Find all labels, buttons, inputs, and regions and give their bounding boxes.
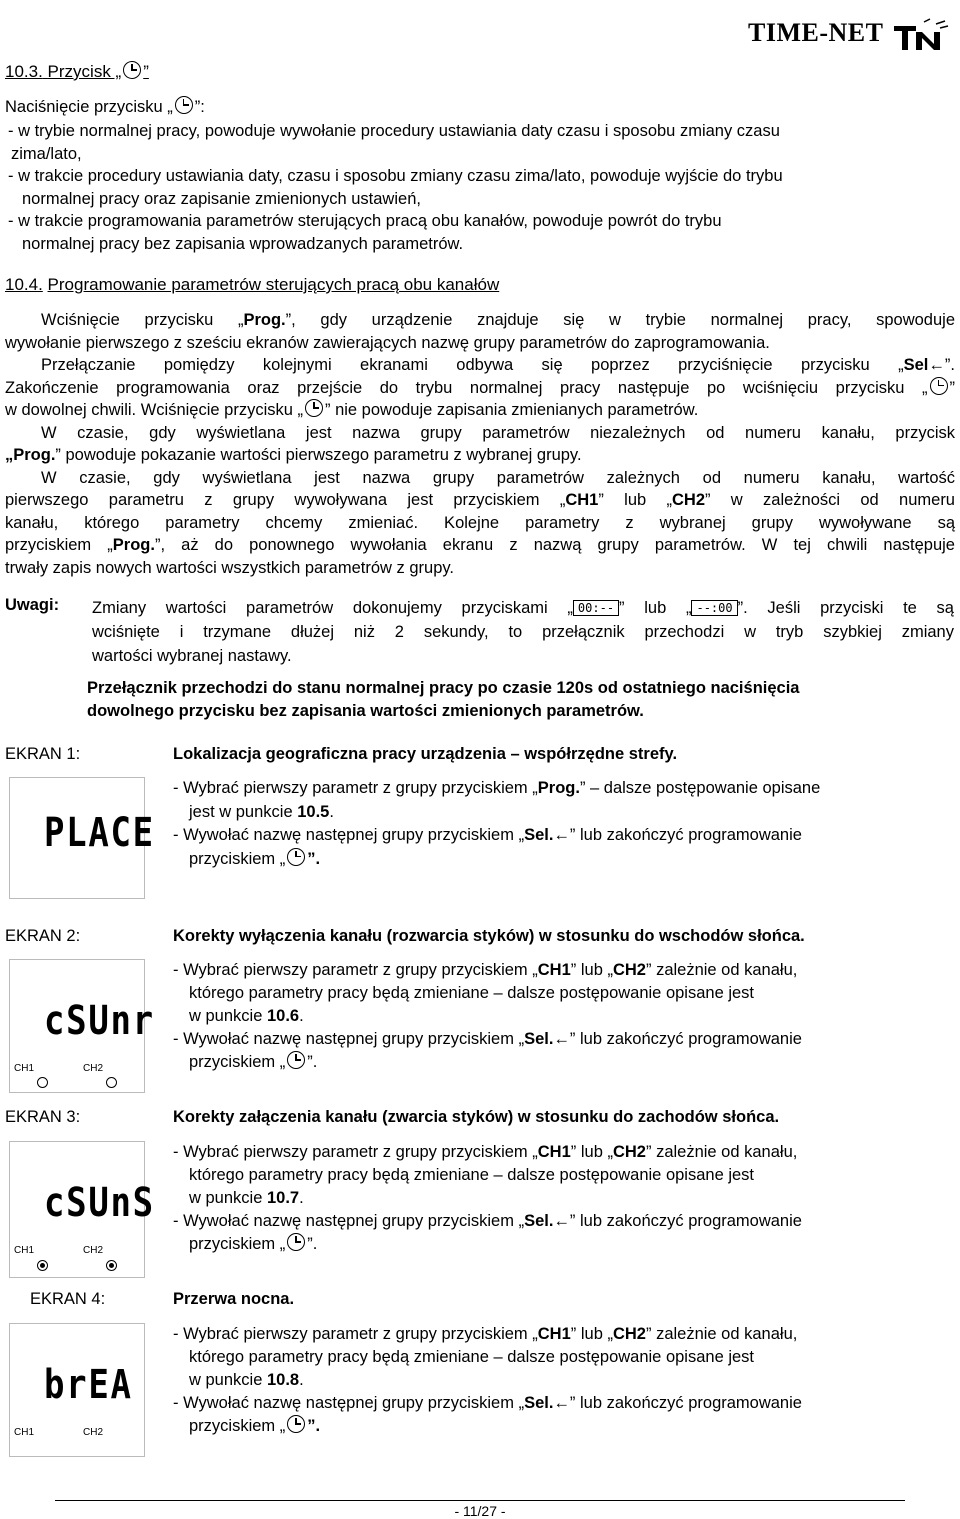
clock-icon xyxy=(287,1051,305,1069)
paragraph: kanału, którego parametry chcemy zmieniać. Kolejne parametry z wybranej grupy wywoływane są xyxy=(5,513,955,532)
paragraph: W czasie, gdy wyświetlana jest nazwa grupy parametrów niezależnych od numeru kanału, przycisk xyxy=(41,423,955,442)
lcd-screen-3 xyxy=(9,1141,155,1278)
paragraph: wywołanie pierwszego z sześciu ekranów zawierających nazwę grupy parametrów do zaprogramowania. xyxy=(5,333,770,352)
section-10-4-body xyxy=(5,309,955,579)
page-number: - 11/27 - xyxy=(454,1503,506,1519)
paragraph: Wciśnięcie przycisku „Prog.”, gdy urządzenie znajduje się w trybie normalnej pracy, spowoduje xyxy=(41,311,956,329)
ch1-label: CH1 xyxy=(14,1427,35,1438)
intro-suffix: ”: xyxy=(194,98,205,116)
ch1-label: CH1 xyxy=(14,1245,35,1256)
clock-icon xyxy=(123,61,141,79)
clock-icon xyxy=(287,848,305,866)
ch2-indicator xyxy=(106,1260,117,1271)
arrow-left-icon: ← xyxy=(928,356,945,374)
paragraph: Zakończenie programowania oraz przejście do trybu normalnej pracy następuje po wciśnięciu przycisku „ ” xyxy=(5,378,955,397)
arrow-left-icon: ← xyxy=(553,1394,570,1412)
arrow-left-icon: ← xyxy=(553,1030,570,1048)
lcd-display-text: brEA xyxy=(44,1362,133,1408)
lcd-screen-2 xyxy=(9,959,155,1093)
ch2-indicator xyxy=(106,1077,117,1088)
list-item: - w trakcie programowania parametrów sterujących pracą obu kanałów, powoduje powrót do trybu xyxy=(8,212,722,230)
screen-3-steps: - Wybrać pierwszy parametr z grupy przyciskiem „CH1” lub „CH2” zależnie od kanału, którego parametry pracy będą zmieniane – dalsze postępowanie opisane jest w punkcie 10.7. - Wywołać nazwę następnej grupy przyciskiem „Sel.←” lub zakończyć programowanie przyciskiem „ ”. xyxy=(173,1143,802,1253)
paragraph: „Prog.” powoduje pokazanie wartości pierwszego parametru z wybranej grupy. xyxy=(5,446,582,464)
clock-icon xyxy=(175,96,193,114)
arrow-left-icon: ← xyxy=(553,1212,570,1230)
intro-text: Naciśnięcie przycisku „ xyxy=(5,98,173,116)
notes-warning: Przełącznik przechodzi do stanu normalnej pracy po czasie 120s od ostatniego naciśnięcia dowolnego przycisku bez zapisania wartości zmienionych parametrów. xyxy=(87,679,800,720)
screen-3-label: EKRAN 3: xyxy=(5,1108,81,1126)
ch2-label: CH2 xyxy=(83,1063,104,1074)
ch1-label: CH1 xyxy=(14,1063,35,1074)
brand-name: TIME-NET xyxy=(748,18,883,47)
screen-1-title: Lokalizacja geograficzna pracy urządzenia – współrzędne strefy. xyxy=(173,745,678,763)
section-number: 10.3. xyxy=(5,62,43,81)
key-minutes: --:00 xyxy=(691,600,737,616)
list-item: - w trybie normalnej pracy, powoduje wywołanie procedury ustawiania daty czasu i sposobu zmiany czasu xyxy=(8,122,780,140)
intro-line xyxy=(5,96,205,117)
screen-3-title: Korekty załączenia kanału (zwarcia styków) w stosunku do zachodów słońca. xyxy=(173,1108,780,1126)
list-item: normalnej pracy oraz zapisanie zmienionych ustawień, xyxy=(22,189,421,208)
screen-4-title: Przerwa nocna. xyxy=(173,1290,295,1308)
ch2-label: CH2 xyxy=(83,1245,104,1256)
brand-logo xyxy=(748,18,950,52)
screen-1-steps: - Wybrać pierwszy parametr z grupy przyciskiem „Prog.” – dalsze postępowanie opisane jest w punkcie 10.5. - Wywołać nazwę następnej grupy przyciskiem „Sel.←” lub zakończyć programowanie przyciskiem „ ”. xyxy=(173,779,821,868)
paragraph: W czasie, gdy wyświetlana jest nazwa grupy parametrów zależnych od numeru kanału, wartość xyxy=(41,468,955,487)
notes-label: Uwagi: xyxy=(5,596,60,614)
screen-1-label: EKRAN 1: xyxy=(5,745,81,763)
paragraph: trwały zapis nowych wartości wszystkich parametrów z grupy. xyxy=(5,558,454,577)
list-item: - w trakcie procedury ustawiania daty, czasu i sposobu zmiany czasu zima/lato, powoduje wyjście do trybu xyxy=(8,167,783,185)
arrow-left-icon: ← xyxy=(553,826,570,844)
ch1-indicator xyxy=(37,1077,48,1088)
paragraph: Przełączanie pomiędzy kolejnymi ekranami odbywa się poprzez przyciśnięcie przycisku „Sel←”. xyxy=(41,356,955,374)
screen-2-title: Korekty wyłączenia kanału (rozwarcia styków) w stosunku do wschodów słońca. xyxy=(173,927,805,945)
section-heading-10-3 xyxy=(5,61,149,82)
notes-body: Zmiany wartości parametrów dokonujemy przyciskami „ 00:-- ” lub „ --:00 ”. Jeśli przyciski te są wciśnięte i trzymane dłużej niż 2 sekundy, to przełącznik przechodzi w tryb szybkiej zmiany wartości wybranej nastawy. xyxy=(92,599,954,665)
lcd-display-text: cSUnS xyxy=(44,1180,155,1226)
lcd-display-text: cSUnr xyxy=(44,998,155,1044)
clock-icon xyxy=(305,399,323,417)
list-item: normalnej pracy bez zapisania wprowadzanych parametrów. xyxy=(22,234,464,253)
screen-2-label: EKRAN 2: xyxy=(5,927,81,945)
lcd-screen-1 xyxy=(9,777,155,899)
ch2-label: CH2 xyxy=(83,1427,104,1438)
quote-close: ” xyxy=(143,62,149,81)
screen-2-steps: - Wybrać pierwszy parametr z grupy przyciskiem „CH1” lub „CH2” zależnie od kanału, którego parametry pracy będą zmieniane – dalsze postępowanie opisane jest w punkcie 10.6. - Wywołać nazwę następnej grupy przyciskiem „Sel.←” lub zakończyć programowanie przyciskiem „ ”. xyxy=(173,961,802,1071)
section-heading-10-4 xyxy=(5,275,499,295)
section-title: Programowanie parametrów sterujących pracą obu kanałów xyxy=(47,275,500,294)
screen-4-label: EKRAN 4: xyxy=(30,1290,106,1308)
section-title: Przycisk „ xyxy=(47,62,122,81)
key-hours: 00:-- xyxy=(573,600,619,616)
tn-logo-icon xyxy=(890,18,950,52)
screen-4-steps: - Wybrać pierwszy parametr z grupy przyciskiem „CH1” lub „CH2” zależnie od kanału, którego parametry pracy będą zmieniane – dalsze postępowanie opisane jest w punkcie 10.8. - Wywołać nazwę następnej grupy przyciskiem „Sel.←” lub zakończyć programowanie przyciskiem „ ”. xyxy=(173,1325,802,1435)
paragraph: pierwszego parametru z grupy wywoływana jest przyciskiem „CH1” lub „CH2” w zależności od numeru xyxy=(5,491,955,509)
footer-rule xyxy=(55,1500,905,1501)
lcd-screen-4 xyxy=(9,1323,145,1457)
section-number: 10.4. xyxy=(5,275,43,294)
list-item: zima/lato, xyxy=(11,144,82,163)
paragraph: przyciskiem „Prog.”, aż do ponownego wywołania ekranu z nazwą grupy parametrów. W tej chwili następuje xyxy=(5,536,955,554)
paragraph: w dowolnej chwili. Wciśnięcie przycisku „ ” nie powoduje zapisania zmienianych parametrów. xyxy=(5,401,699,419)
clock-icon xyxy=(287,1415,305,1433)
ch1-indicator xyxy=(37,1260,48,1271)
clock-icon xyxy=(930,377,948,395)
clock-icon xyxy=(287,1233,305,1251)
lcd-display-text: PLACE xyxy=(44,810,155,856)
section-10-3-list xyxy=(8,120,783,255)
